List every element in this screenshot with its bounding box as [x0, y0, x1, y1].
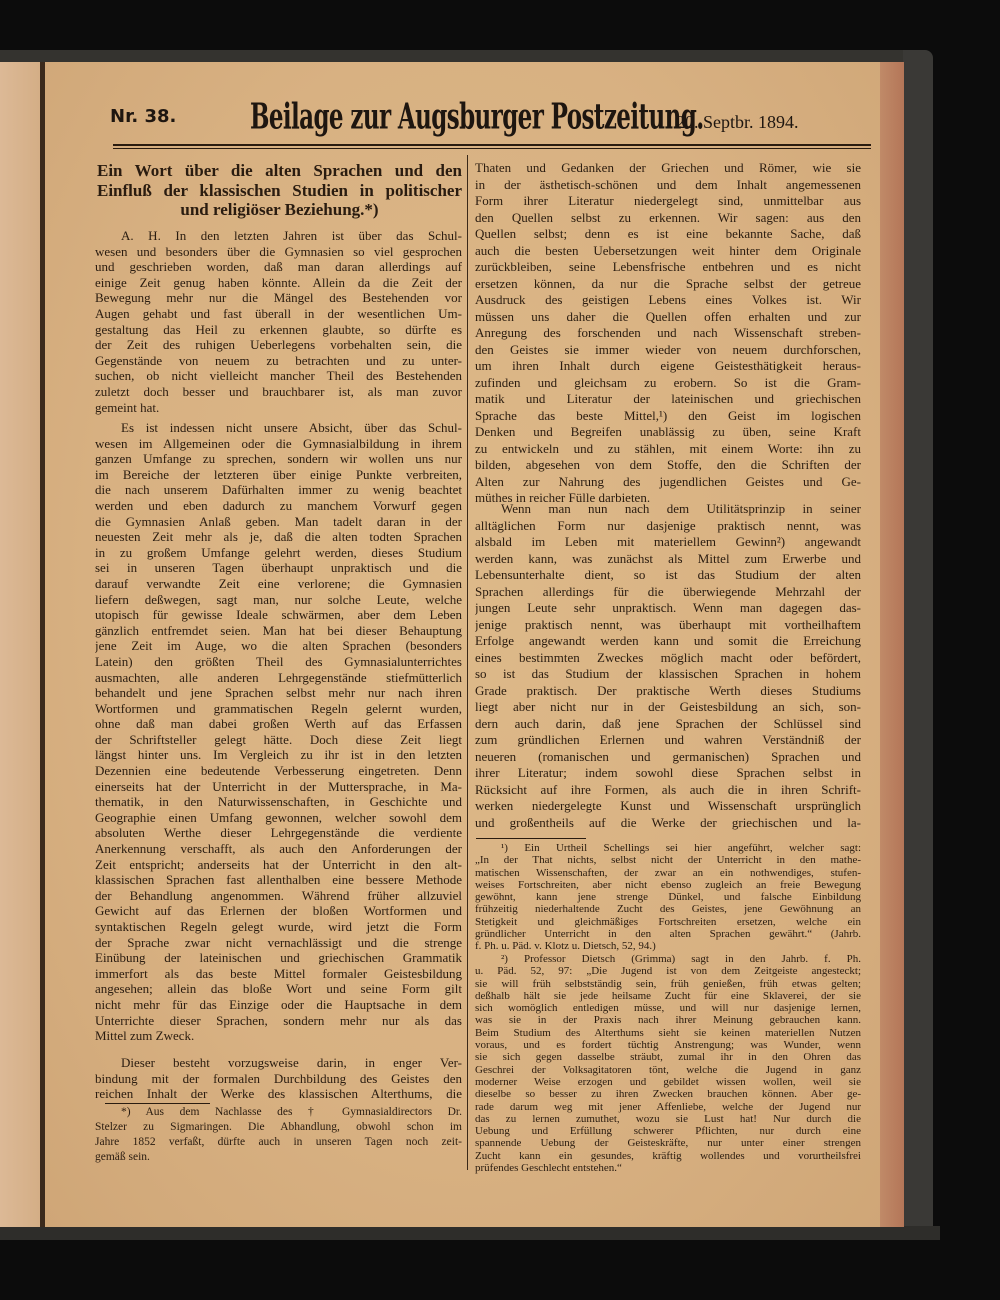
text-line: Gegenstände von neuem zu betrachten und zu unter-: [95, 352, 462, 368]
text-line: gestaltung das Heil zu erkennen glaubte, so dürfte es: [95, 321, 462, 337]
text-line: u. Päd. 52, 97: „Die Jugend ist von dem Zeitgeiste angesteckt;: [475, 965, 861, 978]
text-line: Thaten und Gedanken der Griechen und Römer, wie sie: [475, 160, 861, 175]
text-line: ²) Professor Dietsch (Grimma) sagt in den Jahrb. f. Ph.: [501, 953, 861, 965]
text-line: müthes in reicher Fülle darbieten.: [475, 490, 651, 505]
text-line: klassischen Sprachen fast allenthalben eine bessere Methode: [95, 872, 462, 888]
text-line: immerfort als das beste Mittel formaler Geistesbildung: [95, 965, 462, 981]
text-line: ausmachten, alle anderen Lehrgegenstände stiefmütterlich: [95, 669, 462, 685]
article-title: [97, 161, 462, 220]
footnote: [475, 953, 861, 1174]
text-line: matischen Wissenschaften, der zwar an ein nothwendiges, stufen-: [475, 866, 861, 879]
text-line: im Bereiche der letzteren über einige Punkte verbreiten,: [95, 466, 462, 482]
text-line: ganzen Umfange zu sprechen, sondern wir wollen uns nur: [95, 451, 462, 467]
text-line: reichen Inhalt der Werke des klassischen Alterthums, die: [95, 1086, 462, 1102]
text-line: die Gymnasien Anlaß geben. Man tadelt daran in der: [95, 513, 462, 529]
book-binding-bottom: [0, 1226, 940, 1240]
text-line: und religiöser Beziehung.*): [180, 200, 379, 219]
text-line: matik und Literatur der lateinischen und griechischen: [475, 391, 861, 406]
text-line: Ein Wort über die alten Sprachen und den: [97, 161, 462, 180]
text-line: Beim Studium des Alterthums sieht sie keinen materiellen Nutzen: [475, 1026, 861, 1039]
text-line: weises Fortschreiten, aber nicht ebenso zugleich an freie Bewegung: [475, 878, 861, 891]
text-line: bilden, abgesehen von dem Stoffe, den die Schriften der: [475, 457, 861, 472]
text-line: bindung mit der formalen Durchbildung des Geistes den: [95, 1070, 462, 1086]
text-line: liegt aber nicht nur in der Geistesbildung an sich, son-: [475, 699, 861, 714]
text-line: neueren (romanischen und germanischen) Sprachen und: [475, 748, 861, 764]
text-line: gemäß sein.: [95, 1151, 150, 1163]
text-line: ohne daß man dabei großen Werth auf das Erfassen: [95, 716, 462, 732]
column-divider: [467, 155, 468, 1170]
text-line: Wenn man nun nach dem Utilitätsprinzip in seiner: [501, 501, 861, 516]
text-line: *) Aus dem Nachlasse des † Gymnasialdirectors Dr.: [121, 1106, 462, 1118]
masthead-title: Beilage zur Augsburger Postzeitung.: [250, 96, 704, 138]
text-line: um ihren Inhalt durch eigene Geistesthätigkeit heraus-: [475, 358, 861, 373]
masthead-rule: [113, 144, 871, 149]
text-line: zufinden und gleichsam zu erobern. So ist die Gram-: [475, 374, 861, 390]
text-line: Bewegung mehr nur die Mängel des Bestehenden vor: [95, 290, 462, 306]
text-line: so ist das Studium der klassischen Sprachen in hohem: [475, 666, 861, 681]
text-line: Rücksicht auf ihre Formen, als auch die in ihren Schrift-: [475, 781, 861, 797]
text-line: gewöhnt, kann jene strenge Dünkel, und falsche Einbildung: [475, 891, 861, 904]
text-line: wesen und besonders über die Gymnasien so viel gesprochen: [95, 243, 462, 259]
text-line: neuesten Zeit mehr als je, daß die alten todten Sprachen: [95, 529, 462, 545]
text-line: Stetigkeit und gleichmäßiges Fortschreiten ersetzen, welche ein: [475, 915, 861, 928]
text-line: sie sich gegen dasselbe sträubt, zumal ihr in den Ohren das: [475, 1051, 861, 1064]
text-line: und großentheils auf die Werke der griechischen und la-: [475, 814, 861, 830]
text-line: angesehen; allein das bloße Wort und seine Form gilt: [95, 981, 462, 997]
text-line: was sie in der Praxis nach ihrer Meinung gebrauchen kann.: [475, 1014, 861, 1027]
text-line: einige Zeit genug haben könnte. Allein da die Zeit der: [95, 274, 462, 290]
text-line: utopisch für gewisse Ideale schwärmen, aber dem Leben: [95, 607, 462, 623]
text-line: Erfolge angewandt werden kann und somit die Erreichung: [475, 633, 861, 648]
text-line: zu entwickeln und zu stählen, mit einem Worte: ihn zu: [475, 440, 861, 456]
text-line: A. H. In den letzten Jahren ist über das Schul-: [121, 228, 462, 243]
text-line: Dezennien eine bedeutende Verbesserung eingetreten. Denn: [95, 763, 462, 779]
text-line: alltäglichen Form nur dasjenige praktisch nennt, was: [475, 517, 861, 533]
issue-number: Nr. 38.: [110, 106, 177, 127]
text-line: sie will früh selbstständig sein, früh genießen, früh etwas gelten;: [475, 977, 861, 990]
text-line: jene Zeit im Auge, wo die alten Sprachen (besonders: [95, 638, 462, 654]
red-page-edges: [880, 62, 904, 1227]
text-line: Quellen selbst; denn es ist eine bekannte Sache, daß: [475, 226, 861, 241]
text-line: Ausdruck des geistigen Lebens eines Volkes ist. Wir: [475, 292, 861, 307]
text-line: nicht mehr für das Einzige oder die Hauptsache in dem: [95, 996, 462, 1012]
paragraph: [95, 228, 462, 415]
text-line: Anerkennung verschafft, als auch den Anforderungen der: [95, 841, 462, 857]
text-line: Geographie einen Umfang gewonnen, welcher sowohl dem: [95, 809, 462, 825]
text-line: auch die besten Uebersetzungen weit hinter dem Originale: [475, 242, 861, 258]
text-line: prüfendes Geschlecht entstehen.“: [475, 1162, 622, 1175]
text-line: gänzlich entfremdet seien. Man hat bei dieser Behauptung: [95, 622, 462, 638]
text-line: Alten zur Nahrung des jugendlichen Geistes und Ge-: [475, 473, 861, 489]
text-line: Wortformen und grammatischen Regeln gelernt wurden,: [95, 700, 462, 716]
issue-date: 20. Septbr. 1894.: [676, 112, 799, 132]
facing-page-edge: [0, 62, 40, 1227]
text-line: Form ihrer Literatur niedergelegt sind, unmittelbar aus: [475, 193, 861, 208]
text-line: zuletzt doch besser und brauchbarer ist, als man zuvor: [95, 383, 462, 399]
text-line: Unterrichte dieser Sprachen, sondern mehr nur als das: [95, 1012, 462, 1028]
text-line: zurückbleiben, seine Lebensfrische entbehren und es nicht: [475, 259, 861, 274]
text-line: ¹) Ein Urtheil Schellings sei hier angeführt, welcher sagt:: [501, 842, 861, 854]
text-line: moderner Weise erzogen und gebildet wissen wollen, weil sie: [475, 1075, 861, 1088]
text-line: frühzeitig niederhaltende Zucht des Geistes, jene Gewöhnung an: [475, 903, 861, 916]
text-line: absoluten Werthe dieser Lehrgegenstände die verdiente: [95, 825, 462, 841]
text-line: syntaktischen Regeln gelegt wurde, wird jetzt die Form: [95, 919, 462, 934]
text-line: Zucht kann ein gesundes, kräftig wollendes und vorurtheilsfrei: [475, 1149, 861, 1162]
text-line: Stelzer zu Sigmaringen. Die Abhandlung, obwohl schon im: [95, 1121, 462, 1133]
text-line: darauf verwandte Zeit eine verlorene; die Gymnasien: [95, 575, 462, 591]
text-line: werden kann, was zunächst als Mittel zum Erwerbe und: [475, 550, 861, 566]
text-line: Anregung des forschenden und nach Wissenschaft streben-: [475, 325, 861, 340]
footnote: [95, 1105, 462, 1165]
text-line: der Schriftsteller gelegt hätte. Doch diese Zeit liegt: [95, 731, 462, 747]
text-line: gründlicher Unterricht in den alten Sprachen gewährt.“ (Jahrb.: [475, 928, 861, 941]
text-line: Mittel zum Zweck.: [95, 1028, 195, 1044]
text-line: rade darum weg mit jener Affenliebe, welche der Jugend nur: [475, 1100, 861, 1113]
text-line: Grade praktisch. Der praktische Werth dieses Studiums: [475, 682, 861, 698]
text-line: jungen Leute sehr unpraktisch. Wenn man dagegen das-: [475, 600, 861, 615]
text-line: der Sprache zwar nicht vernachlässigt und die strenge: [95, 934, 462, 950]
text-line: Latein) den größten Theil des Gymnasialunterrichtes: [95, 653, 462, 669]
text-line: Sprache das beste Mittel,¹) den Geist im logischen: [475, 407, 861, 423]
book-binding-spine: [903, 50, 933, 1240]
text-line: dieselbe so besser zu ihren Zwecken brauchen können. Aber ge-: [475, 1088, 861, 1101]
text-line: in zu großem Umfange gelehrt werden, dieses Studium: [95, 544, 462, 560]
paragraph: [95, 1055, 462, 1102]
text-line: voraus, und es fordert tüchtig Anstrengung; was Wunder, wenn: [475, 1039, 861, 1052]
text-line: jenige praktisch nennt, was überhaupt mit vortheilhaftem: [475, 616, 861, 632]
text-line: wesen im Allgemeinen oder die Gymnasialbildung in ihrem: [95, 435, 462, 451]
text-line: „In der That nichts, selbst nicht der Unterricht in den mathe-: [475, 854, 861, 867]
paragraph: [475, 160, 861, 507]
paragraph: [475, 501, 861, 831]
text-line: der Behandlung angenommen. Während früher allzuviel: [95, 887, 462, 903]
text-line: behandelt und jene Sprachen selbst mehr nur nach ihren: [95, 685, 462, 701]
text-line: sich womöglich entledigen müsse, und will nur dasjenige lernen,: [475, 1002, 861, 1015]
footnote: [475, 842, 861, 953]
text-line: thematik, in den Naturwissenschaften, in Geschichte und: [95, 794, 462, 810]
text-line: Sprachen allerdings für die überwiegende Mehrzahl der: [475, 583, 861, 599]
text-line: spannende Uebung der Geisteskräfte, nur unter einer strengen: [475, 1137, 861, 1150]
text-line: Einübung der lateinischen und griechischen Grammatik: [95, 950, 462, 966]
text-line: werden und eben dadurch zu manchem Vorwurf gegen: [95, 497, 462, 513]
text-line: Augen gehabt und fast überall in der wesentlichen Um-: [95, 305, 462, 321]
text-line: das zu lernen zumuthet, wozu sie Lust hat! Nur durch die: [475, 1112, 861, 1125]
text-line: den Geistes sie immer wieder von neuem durchforschen,: [475, 341, 861, 357]
text-line: alsbald im Leben mit materiellem Gewinn²) angewandt: [475, 534, 861, 549]
text-line: sei in unseren Tagen überhaupt unpraktisch und die: [95, 560, 462, 576]
text-line: Geschrei der Volksagitatoren tönt, welche die Jugend in ganz: [475, 1063, 861, 1076]
text-line: eines bestimmten Zweckes möglich macht oder befördert,: [475, 649, 861, 665]
text-line: Lebensunterhalte dient, so ist das Studium der alten: [475, 567, 861, 582]
text-line: die nach unserem Dafürhalten immer zu wenig beachtet: [95, 482, 462, 498]
text-line: dern auch darin, daß jene Sprachen der Schlüssel sind: [475, 715, 861, 731]
footnote-rule: [476, 838, 586, 839]
text-line: den Quellen selbst zu erkennen. Wir sagen: aus den: [475, 209, 861, 225]
text-line: Denken und Begreifen unablässig zu üben, seine Kraft: [475, 424, 861, 439]
text-line: suchen, ob nicht vielleicht mancher Theil des Bestehenden: [95, 368, 462, 384]
text-line: Es ist indessen nicht unsere Absicht, über das Schul-: [121, 420, 462, 435]
text-line: in der ästhetisch-schönen und dem Inhalt angemessenen: [475, 176, 861, 192]
text-line: gemeint hat.: [95, 399, 160, 415]
text-line: und geschrieben worden, daß man daran allerdings auf: [95, 259, 462, 275]
footnote-rule: [105, 1103, 210, 1104]
text-line: zum gründlichen Erlernen und wahren Verständniß der: [475, 732, 861, 747]
text-line: ihrer Literatur; indem sowohl diese Sprachen selbst in: [475, 765, 861, 780]
text-line: einerseits hat der Unterricht in der Muttersprache, in Ma-: [95, 778, 462, 794]
text-line: der Zeit des ruhigen Ueberlegens vorbehalten sein, die: [95, 337, 462, 353]
text-line: Einfluß der klassischen Studien in politischer: [97, 180, 462, 200]
text-line: Jahre 1852 verfaßt, dürfte auch in unseren Tagen noch zeit-: [95, 1136, 462, 1148]
paragraph: [95, 420, 462, 1044]
text-line: Uebung und Erfüllung schwerer Pflichten, nur durch eine: [475, 1125, 861, 1138]
text-line: deßhalb hält sie jede heilsame Zucht für eine Sklaverei, der sie: [475, 989, 861, 1002]
text-line: Gewicht auf das Erlernen der bloßen Wortformen und: [95, 903, 462, 919]
text-line: müssen uns daher die Quellen offen erhalten und zur: [475, 308, 861, 324]
text-line: Dieser besteht vorzugsweise darin, in enger Ver-: [121, 1055, 462, 1070]
text-line: f. Ph. u. Päd. v. Klotz u. Dietsch, 52, 94.): [475, 940, 656, 953]
text-line: ersetzen können, da nur die Sprache selbst der getreue: [475, 275, 861, 291]
text-line: längst hinter uns. Im Vergleich zu ihr ist in den letzten: [95, 747, 462, 763]
text-line: werken niedergelegte Kunst und Wissenschaft ursprünglich: [475, 798, 861, 813]
text-line: liefern deßwegen, sagt man, nur solche Leute, welche: [95, 591, 462, 607]
text-line: Zeit entspricht; anderseits hat der Unterricht in den alt-: [95, 856, 462, 872]
